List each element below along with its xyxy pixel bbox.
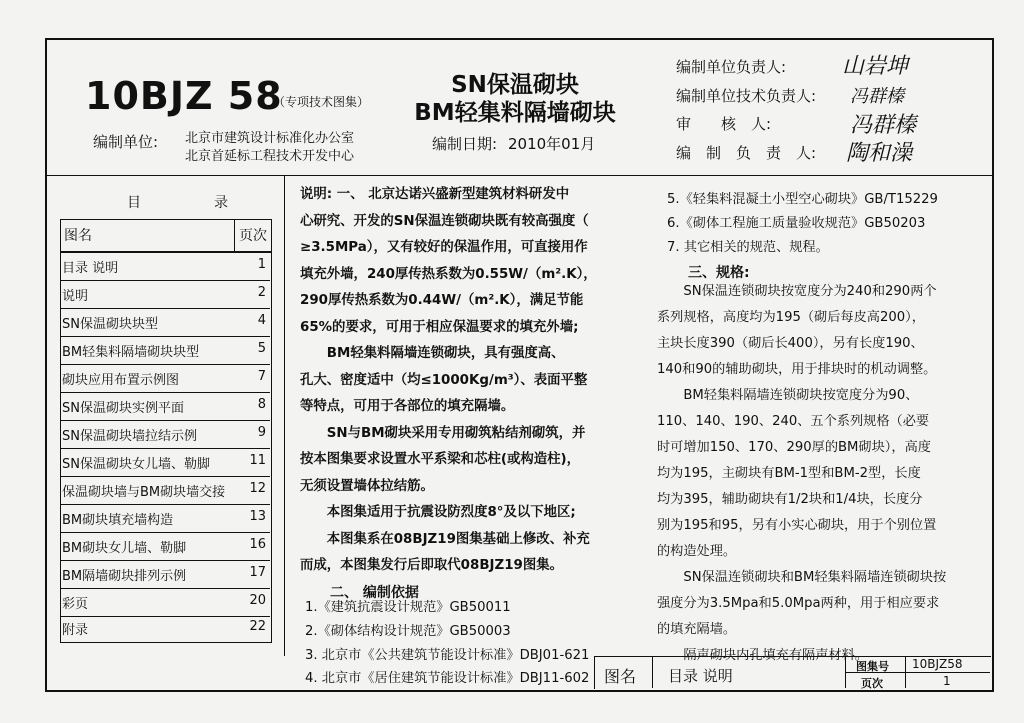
toc-header-name: 图名: [64, 228, 92, 244]
toc-row: [60, 504, 270, 533]
toc-item-name: SN保温砌块墙拉结示例: [62, 429, 197, 444]
explanation-section-1: [300, 182, 650, 580]
basis-item: 5.《轻集料混凝土小型空心砌块》GB/T15229: [667, 192, 938, 207]
toc-row: [60, 280, 270, 309]
toc-item-name: 砌块应用布置示例图: [62, 373, 180, 388]
toc-item-name: 说明: [62, 289, 89, 304]
org-line-1: 北京市建筑设计标准化办公室: [185, 131, 355, 146]
explanation-line: ≥3.5MPa），又有较好的保温作用，可直接用作: [300, 240, 588, 255]
explanation-line: 本图集系在08BJZ19图集基础上修改、补充: [300, 531, 590, 547]
toc-title-left: 目: [127, 195, 141, 211]
date-value: 2010年01月: [508, 135, 596, 153]
toc-row: [60, 476, 270, 505]
basis-item: 6.《砌体工程施工质量验收规范》GB50203: [667, 215, 926, 231]
explanation-line: 说明: 一、 北京达诺兴盛新型建筑材料研发中: [300, 187, 570, 202]
toc-col-divider: [234, 219, 235, 251]
spec-line: 的构造处理。: [657, 544, 737, 559]
toc-item-name: SN保温砌块女儿墙、勒脚: [62, 457, 210, 472]
spec-line: 140和90的辅助砌块，用于排块时的机动调整。: [657, 362, 937, 377]
toc-item-name: 彩页: [62, 597, 89, 612]
toc-item-name: BM隔墙砌块排列示例: [62, 569, 187, 584]
spec-line: 110、140、190、240、五个系列规格（必要: [657, 414, 930, 429]
spec-line: 系列规格，高度均为195（砌后每皮高200），: [657, 310, 925, 325]
toc-item-name: 目录 说明: [62, 261, 119, 276]
explanation-line: 290厚传热系数为0.44W/（m².K），满足节能: [300, 293, 584, 308]
spec-text: [657, 279, 987, 669]
toc-item-page: 8: [257, 397, 266, 412]
toc-item-page: 1: [257, 257, 266, 272]
toc-item-name: SN保温砌块实例平面: [62, 401, 184, 416]
toc-item-page: 17: [249, 565, 266, 580]
toc-item-name: BM轻集料隔墙砌块块型: [62, 345, 200, 360]
explanation-line: BM轻集料隔墙连锁砌块，具有强度高、: [300, 346, 565, 361]
toc-item-name: 附录: [62, 623, 89, 638]
toc-title-right: 录: [214, 195, 228, 211]
toc-item-page: 2: [257, 285, 266, 300]
signature-3: 冯群榛: [850, 113, 917, 138]
basis-list-continued: [667, 188, 987, 259]
role-label-2: 编制单位技术负责人:: [676, 87, 817, 105]
section-3-heading: 三、规格:: [688, 265, 750, 281]
explanation-line: 无须设置墙体拉结筋。: [300, 478, 434, 494]
toc-row: [60, 392, 270, 421]
toc-item-page: 20: [249, 593, 266, 608]
toc-item-page: 9: [257, 425, 266, 440]
toc-item-name: 保温砌块墙与BM砌块墙交接: [62, 485, 226, 500]
toc-divider: [284, 176, 285, 656]
title-block-divider: [652, 656, 653, 688]
title-block-page-label: 页次: [861, 677, 883, 690]
atlas-code: 10BJZ 58: [85, 74, 283, 118]
toc-item-page: 16: [249, 537, 266, 552]
toc-item-page: 11: [249, 453, 266, 468]
toc-item-page: 22: [249, 619, 266, 634]
toc-item-page: 4: [257, 313, 266, 328]
atlas-title-line-1: SN保温砌块: [451, 72, 579, 98]
signature-2: 冯群榛: [850, 86, 904, 107]
explanation-line: 而成，本图集发行后即取代08BJZ19图集。: [300, 558, 564, 573]
spec-line: SN保温连锁砌块和BM轻集料隔墙连锁砌块按: [657, 570, 947, 585]
basis-item: 2.《砌体结构设计规范》GB50003: [305, 623, 511, 639]
title-block-name-label: 图名: [604, 667, 637, 686]
toc-row: [60, 560, 270, 589]
title-block-atlas-value: 10BJZ58: [912, 657, 963, 671]
basis-item: 4. 北京市《居住建筑节能设计标准》DBJ11-602: [305, 671, 590, 687]
toc-row: [60, 614, 270, 642]
toc-item-page: 13: [249, 509, 266, 524]
basis-item: 3. 北京市《公共建筑节能设计标准》DBJ01-621: [305, 647, 590, 663]
spec-line: 强度分为3.5Mpa和5.0Mpa两种，用于相应要求: [657, 596, 940, 611]
toc-item-page: 7: [257, 369, 266, 384]
spec-line: SN保温连锁砌块按宽度分为240和290两个: [657, 284, 937, 299]
toc-row: [60, 336, 270, 365]
spec-line: 均为195，主砌块有BM-1型和BM-2型，长度: [657, 466, 921, 481]
signature-1: 山岩坤: [842, 54, 909, 79]
role-label-3: 审 核 人:: [676, 115, 772, 133]
org-line-2: 北京首延标工程技术开发中心: [185, 149, 355, 164]
explanation-line: 填充外墙，240厚传热系数为0.55W/（m².K），: [300, 266, 597, 282]
header-divider: [45, 175, 992, 176]
spec-line: 别为195和95，另有小实心砌块，用于个别位置: [657, 518, 937, 533]
toc-header-page: 页次: [239, 228, 267, 244]
toc-row: [60, 588, 270, 617]
atlas-type: （专项技术图集）: [273, 95, 370, 109]
title-block-page-value: 1: [943, 674, 951, 688]
explanation-line: 心研究、开发的SN保温连锁砌块既有较高强度（: [300, 213, 589, 229]
role-label-4: 编 制 负 责 人:: [676, 144, 817, 162]
explanation-line: 按本图集要求设置水平系梁和芯柱(或构造柱)，: [300, 452, 581, 467]
toc-item-name: BM砌块女儿墙、勒脚: [62, 541, 187, 556]
explanation-line: 等特点，可用于各部位的填充隔墙。: [300, 399, 515, 414]
section-2-heading: 二、 编制依据: [330, 585, 419, 601]
org-label: 编制单位:: [93, 133, 159, 151]
explanation-line: 孔大、密度适中（均≤1000Kg/m³）、表面平整: [300, 372, 588, 388]
toc-item-name: SN保温砌块块型: [62, 317, 158, 332]
explanation-line: 本图集适用于抗震设防烈度8°及以下地区;: [300, 505, 576, 520]
toc-row: [60, 448, 270, 477]
toc-item-name: BM砌块填充墙构造: [62, 513, 174, 528]
spec-line: 均为395，辅助砌块有1/2块和1/4块，长度分: [657, 492, 923, 507]
explanation-line: 65%的要求，可用于相应保温要求的填充外墙;: [300, 319, 579, 335]
toc-row: [60, 252, 270, 281]
atlas-title-line-2: BM轻集料隔墙砌块: [414, 100, 616, 126]
title-block-name-value: 目录 说明: [668, 667, 733, 685]
role-label-1: 编制单位负责人:: [676, 58, 787, 76]
toc-item-page: 5: [257, 341, 266, 356]
basis-item: 7. 其它相关的规范、规程。: [667, 239, 829, 255]
spec-line: 的填充隔墙。: [657, 622, 737, 637]
toc-item-page: 12: [249, 481, 266, 496]
spec-line: 隔声砌块内孔填充有隔声材料。: [657, 648, 868, 663]
signature-4: 陶和澡: [846, 141, 913, 166]
explanation-line: SN与BM砌块采用专用砌筑粘结剂砌筑，并: [300, 425, 586, 441]
toc-row: [60, 364, 270, 393]
date-label: 编制日期:: [432, 135, 498, 153]
title-block-atlas-label: 图集号: [856, 660, 889, 673]
spec-line: 时可增加150、170、290厚的BM砌块），高度: [657, 440, 931, 455]
basis-item: 1.《建筑抗震设计规范》GB50011: [305, 600, 511, 615]
toc-row: [60, 308, 270, 337]
toc-row: [60, 532, 270, 561]
spec-line: 主块长度390（砌后长400），另有长度190、: [657, 336, 924, 351]
toc-row: [60, 420, 270, 449]
spec-line: BM轻集料隔墙连锁砌块按宽度分为90、: [657, 388, 919, 403]
